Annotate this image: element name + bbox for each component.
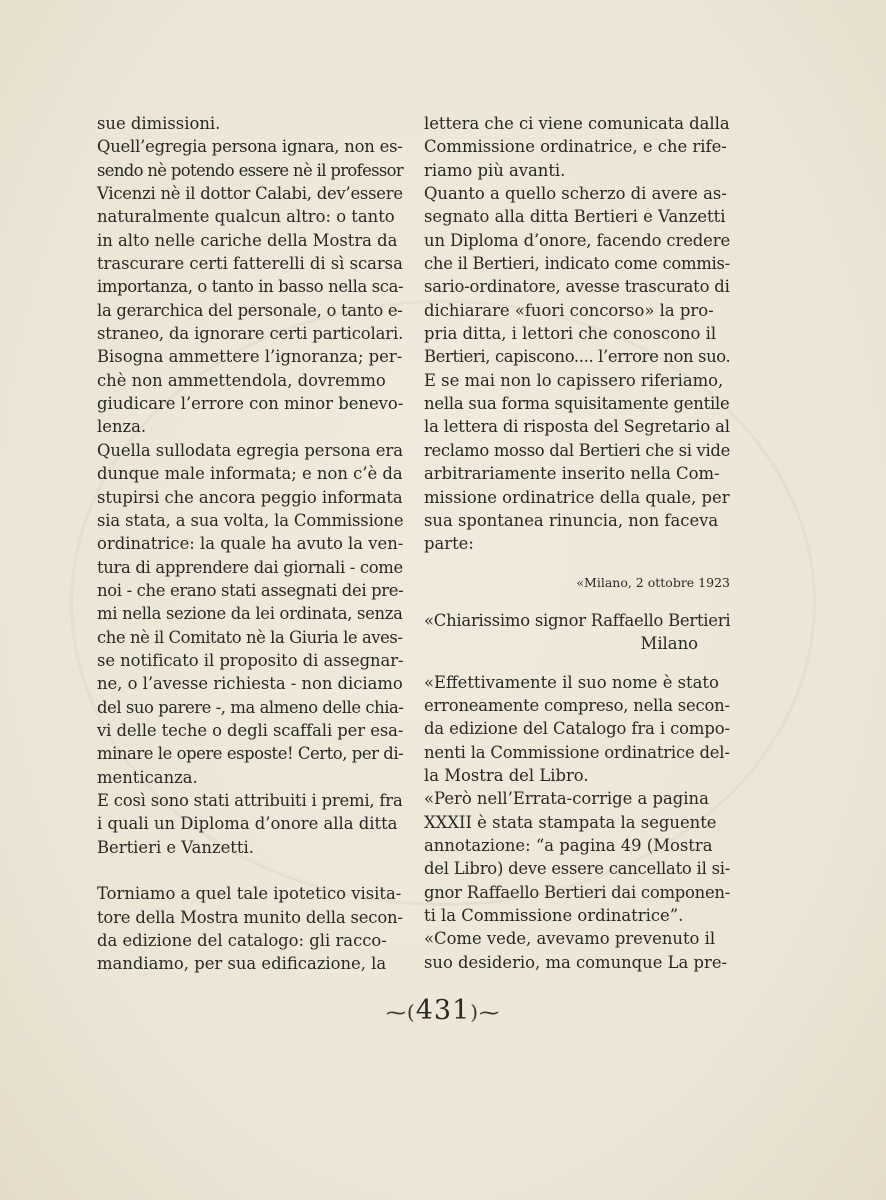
text-line: ordinatrice: la quale ha avuto la ven- (97, 534, 404, 554)
text-line: menticanza. (97, 767, 198, 787)
text-line: nenti la Commissione ordinatrice del- (424, 742, 730, 762)
text-line: dichiarare «fuori concorso» la pro- (424, 300, 714, 320)
text-line: riamo più avanti. (424, 160, 566, 180)
text-line: da edizione del catalogo: gli racco- (97, 931, 387, 951)
text-line: pria ditta, i lettori che conoscono il (424, 324, 717, 344)
text-line: sendo nè potendo essere nè il professor (97, 160, 404, 180)
text-line: che il Bertieri, indicato come commis- (424, 254, 730, 274)
page-number (0, 995, 886, 1026)
page-number-value: 431 (415, 995, 471, 1026)
text-line: Quella sullodata egregia persona era (97, 440, 403, 460)
text-line: chè non ammettendola, dovremmo (97, 370, 386, 390)
text-line (97, 859, 403, 882)
text-line: sario-ordinatore, avesse trascurato di (424, 277, 730, 297)
text-line: Bertieri, capiscono.... l’errore non suo. (424, 347, 731, 367)
text-line: ne, o l’avesse richiesta - non diciamo (97, 674, 403, 694)
text-line: sua spontanea rinuncia, non faceva (424, 510, 719, 530)
text-line: Torniamo a quel tale ipotetico visita- (97, 884, 402, 904)
text-line: E se mai non lo capissero riferiamo, (424, 370, 724, 390)
text-line: la gerarchica del personale, o tanto e- (97, 300, 403, 320)
text-line: che nè il Comitato nè la Giuria le aves- (97, 627, 403, 647)
text-line: E così sono stati attribuiti i premi, fra (97, 790, 403, 810)
text-line: dunque male informata; e non c’è da (97, 464, 403, 484)
text-line: importanza, o tanto in basso nella sca- (97, 277, 404, 297)
text-line: lettera che ci viene comunicata dalla (424, 114, 730, 133)
right-column-text-a (424, 112, 730, 556)
text-line: mi nella sezione da lei ordinata, senza (97, 604, 403, 624)
text-line: «Come vede, avevamo prevenuto il (424, 929, 716, 949)
right-column (424, 112, 730, 974)
text-line: giudicare l’errore con minor benevo- (97, 394, 404, 414)
text-line: minare le opere esposte! Certo, per di- (97, 744, 404, 764)
text-line: tore della Mostra munito della secon- (97, 907, 403, 927)
text-line: missione ordinatrice della quale, per (424, 487, 730, 507)
page-number-right-ornament: )⁓ (470, 1000, 501, 1024)
text-line: mandiamo, per sua edificazione, la (97, 954, 387, 974)
left-column (97, 112, 403, 976)
text-line: la lettera di risposta del Segretario al (424, 417, 730, 437)
text-line: un Diploma d’onore, facendo credere (424, 230, 731, 250)
text-line: trascurare certi fatterelli di sì scarsa (97, 254, 403, 274)
text-line: se notificato il proposito di assegnar- (97, 650, 404, 670)
text-line: segnato alla ditta Bertieri e Vanzetti (424, 207, 726, 227)
text-line: in alto nelle cariche della Mostra da (97, 230, 398, 250)
text-line: noi - che erano stati assegnati dei pre- (97, 580, 404, 600)
text-line: suo desiderio, ma comunque La pre- (424, 952, 728, 972)
text-line: erroneamente compreso, nella secon- (424, 695, 730, 715)
text-line: ti la Commissione ordinatrice”. (424, 906, 684, 925)
text-line: nella sua forma squisitamente gentile (424, 394, 730, 414)
right-column-text-b (424, 671, 730, 974)
text-line: Quell’egregia persona ignara, non es- (97, 137, 403, 157)
text-line: lenza. (97, 417, 147, 437)
text-line: «Effettivamente il suo nome è stato (424, 672, 719, 692)
text-line: «Però nell’Errata-corrige a pagina (424, 789, 709, 809)
text-line: straneo, da ignorare certi particolari. (97, 324, 404, 344)
text-line: del Libro) deve essere cancellato il si- (424, 859, 731, 879)
text-line: Bisogna ammettere l’ignoranza; per- (97, 347, 403, 367)
page-number-left-ornament: ⁓( (385, 1000, 416, 1024)
text-line: del suo parere -, ma almeno delle chia- (97, 697, 404, 717)
text-line: sue dimissioni. (97, 114, 221, 133)
letter-salutation-city: Milano (640, 634, 698, 654)
text-line: Quanto a quello scherzo di avere as- (424, 184, 727, 204)
text-line: da edizione del Catalogo fra i compo- (424, 719, 730, 739)
text-line: Commissione ordinatrice, e che rife- (424, 137, 727, 157)
text-line: i quali un Diploma d’onore alla ditta (97, 814, 398, 834)
text-line: vi delle teche o degli scaffali per esa- (97, 720, 404, 740)
text-line: naturalmente qualcun altro: o tanto (97, 207, 395, 227)
text-line: Vicenzi nè il dottor Calabi, dev’essere (97, 184, 403, 204)
text-line: arbitrariamente inserito nella Com- (424, 464, 720, 484)
text-line: stupirsi che ancora peggio informata (97, 487, 403, 507)
text-line: tura di apprendere dai giornali - come (97, 557, 403, 577)
text-line: sia stata, a sua volta, la Commissione (97, 510, 404, 530)
letter-date: «Milano, 2 ottobre 1923 (576, 574, 730, 590)
text-line: reclamo mosso dal Bertieri che si vide (424, 440, 730, 460)
text-line: Bertieri e Vanzetti. (97, 837, 254, 857)
text-line: la Mostra del Libro. (424, 765, 589, 785)
text-line: parte: (424, 534, 474, 554)
text-line: XXXII è stata stampata la seguente (424, 812, 717, 832)
text-line: annotazione: “a pagina 49 (Mostra (424, 835, 713, 855)
text-line: gnor Raffaello Bertieri dai componen- (424, 882, 731, 902)
letter-salutation: «Chiarissimo signor Raffaello Bertieri (424, 610, 731, 630)
